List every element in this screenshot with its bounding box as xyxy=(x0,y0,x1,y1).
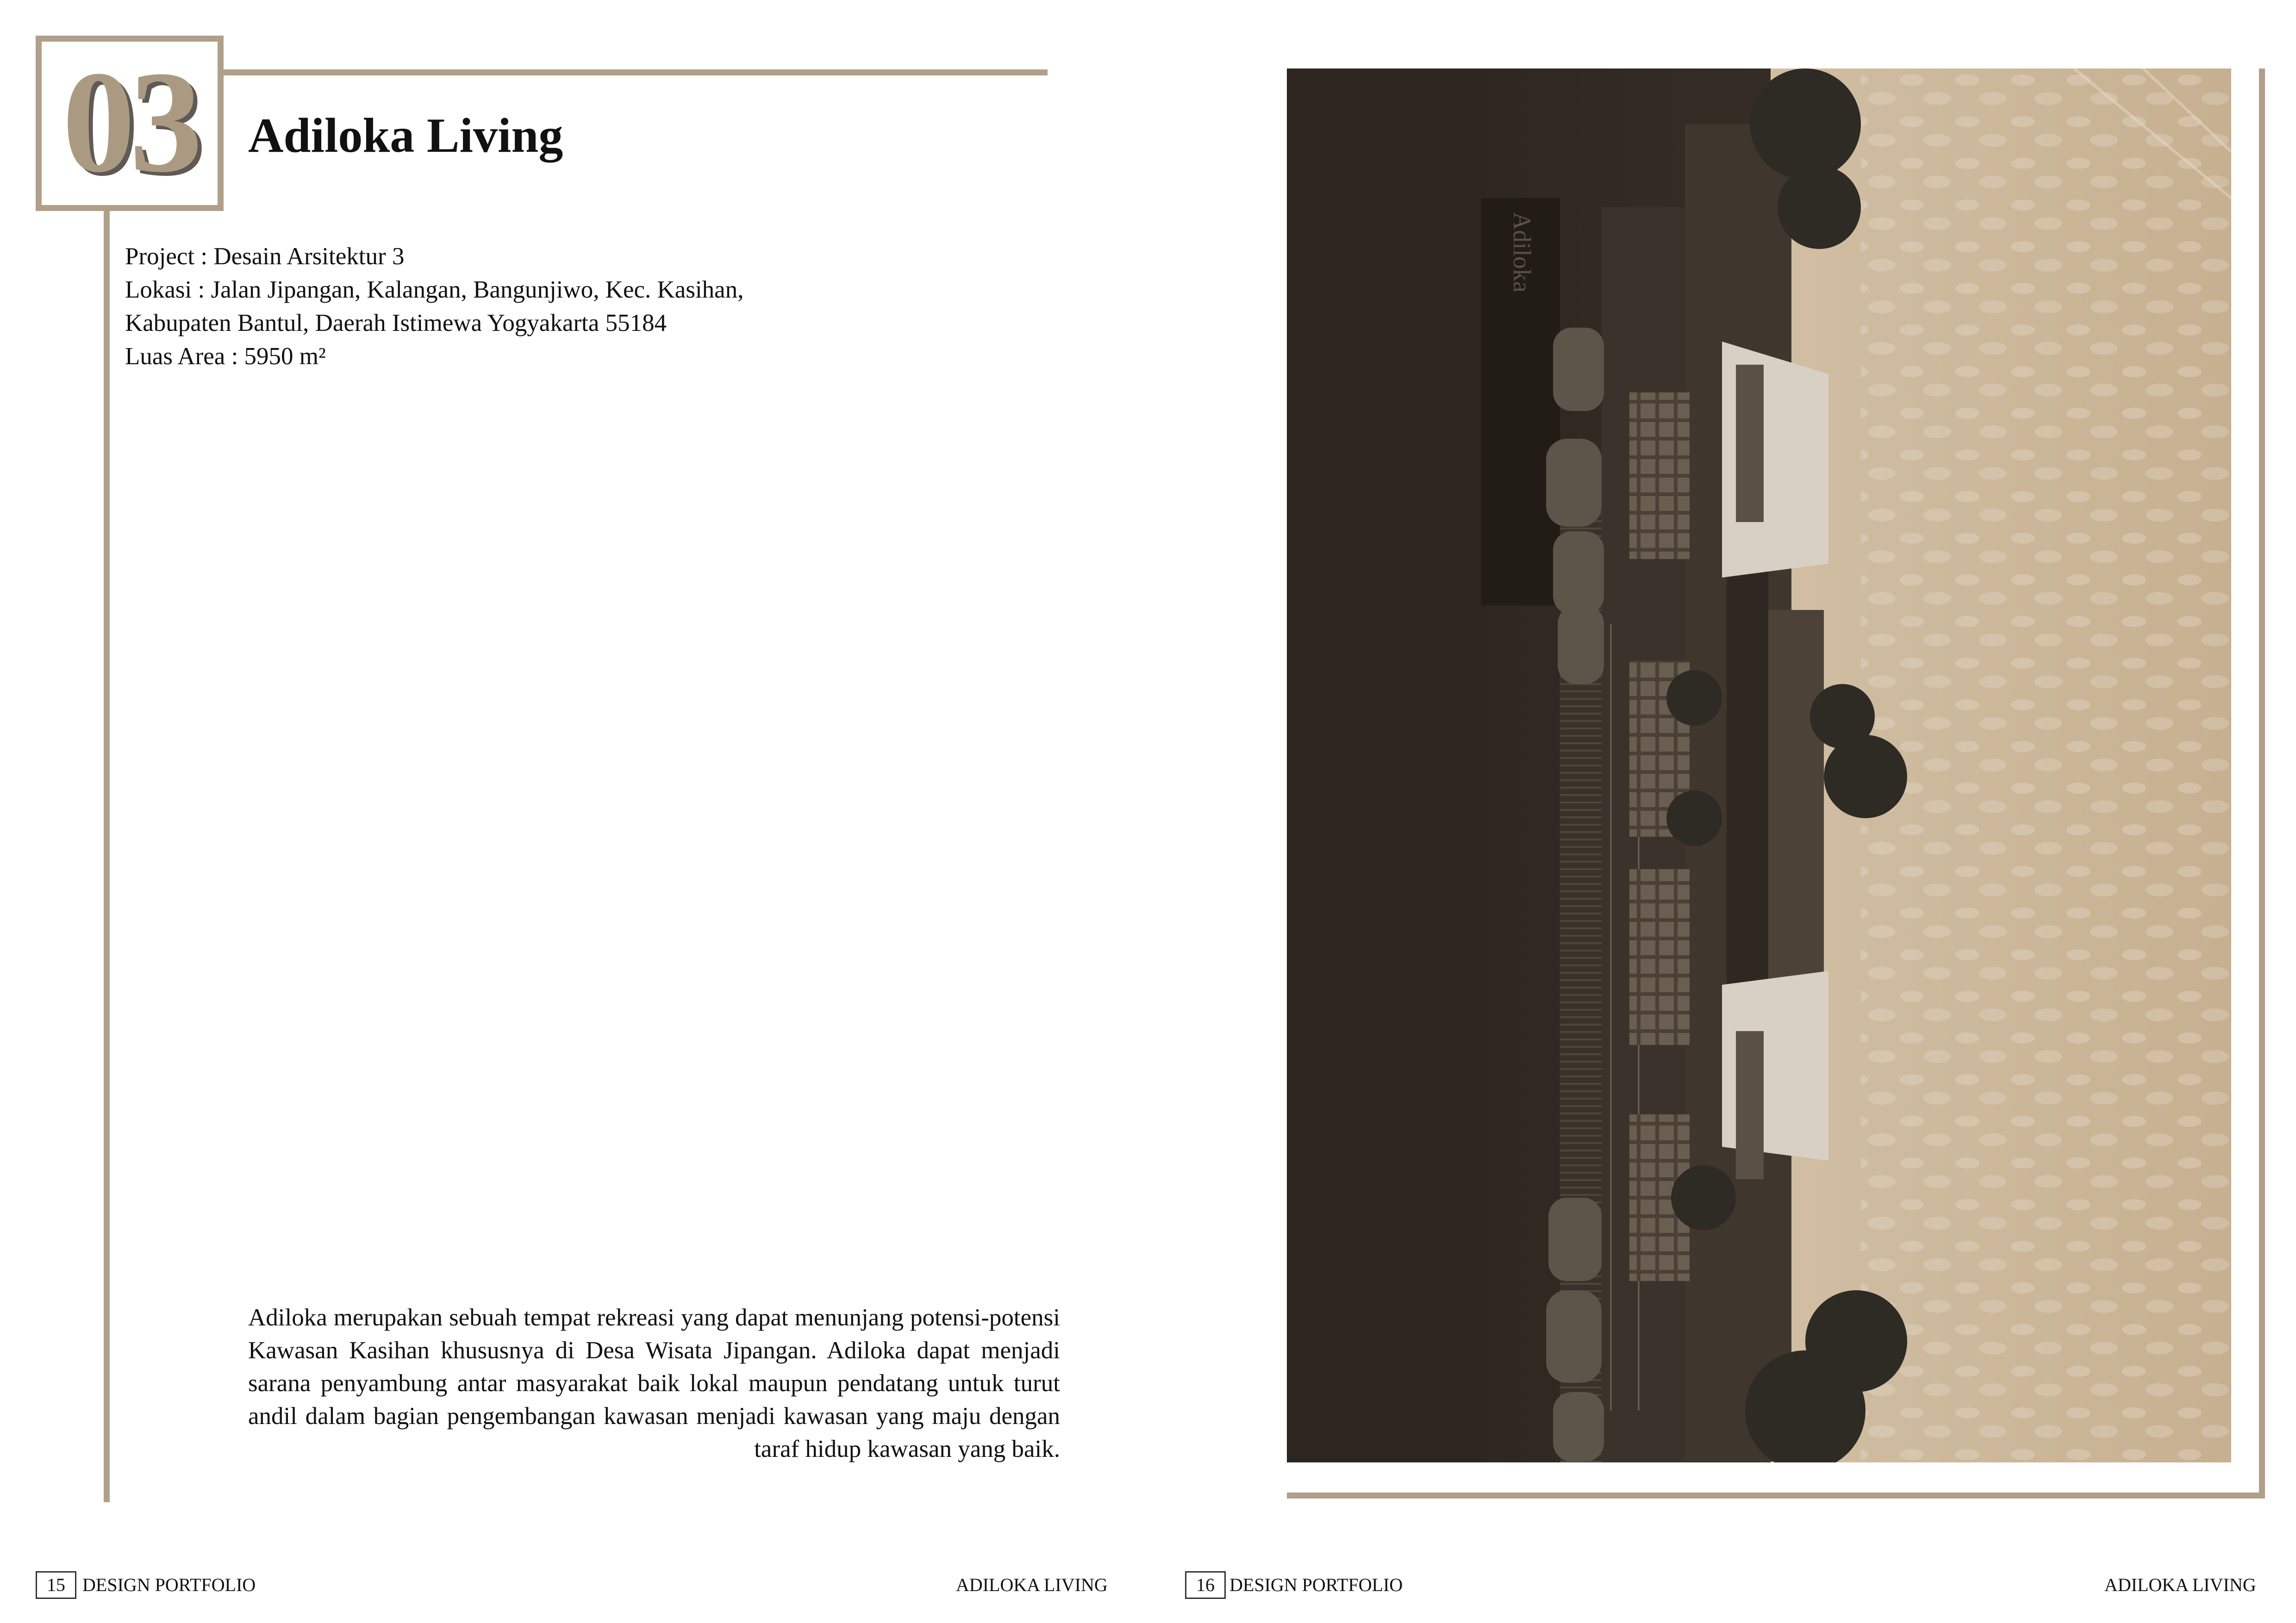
page-number-left: 15 xyxy=(36,1571,76,1599)
architecture-render-image xyxy=(1287,68,2231,1462)
photo-frame-right xyxy=(2259,68,2265,1499)
signage-text: Adiloka xyxy=(1508,212,1536,292)
clouds xyxy=(1861,68,2231,1462)
footer-project-label-right: ADILOKA LIVING xyxy=(2104,1574,2256,1595)
project-number-box xyxy=(36,36,224,211)
project-info xyxy=(125,240,743,373)
foreground-lawn xyxy=(1287,68,1486,1462)
location-line-1: Lokasi : Jalan Jipangan, Kalangan, Bangunjiwo, Kec. Kasihan, xyxy=(125,276,744,303)
header-rule xyxy=(224,69,1048,75)
project-number: 03 xyxy=(62,41,197,203)
footer-portfolio-label-left: DESIGN PORTFOLIO xyxy=(82,1574,256,1595)
photo-frame-bottom xyxy=(1287,1492,2265,1499)
area-line: Luas Area : 5950 m² xyxy=(125,343,326,370)
project-line: Project : Desain Arsitektur 3 xyxy=(125,243,405,270)
footer-project-label-left: ADILOKA LIVING xyxy=(956,1574,1108,1595)
location-line-2: Kabupaten Bantul, Daerah Istimewa Yogyakarta 55184 xyxy=(125,310,667,336)
project-title: Adiloka Living xyxy=(248,108,563,162)
footer-portfolio-label-right: DESIGN PORTFOLIO xyxy=(1229,1574,1403,1595)
left-margin-rule xyxy=(104,211,110,1502)
page-number-right: 16 xyxy=(1185,1571,1226,1599)
project-description: Adiloka merupakan sebuah tempat rekreasi yang dapat menunjang potensi-potensi Kawasan Kasihan khususnya di Desa Wisata Jipangan. Adiloka dapat menjadi sarana penyambung antar masyarakat baik lokal maupun pendatang untuk turut andil dalam bagian pengembangan kawasan menjadi kawasan yang maju dengan taraf hidup kawasan yang baik. xyxy=(248,1304,1060,1462)
